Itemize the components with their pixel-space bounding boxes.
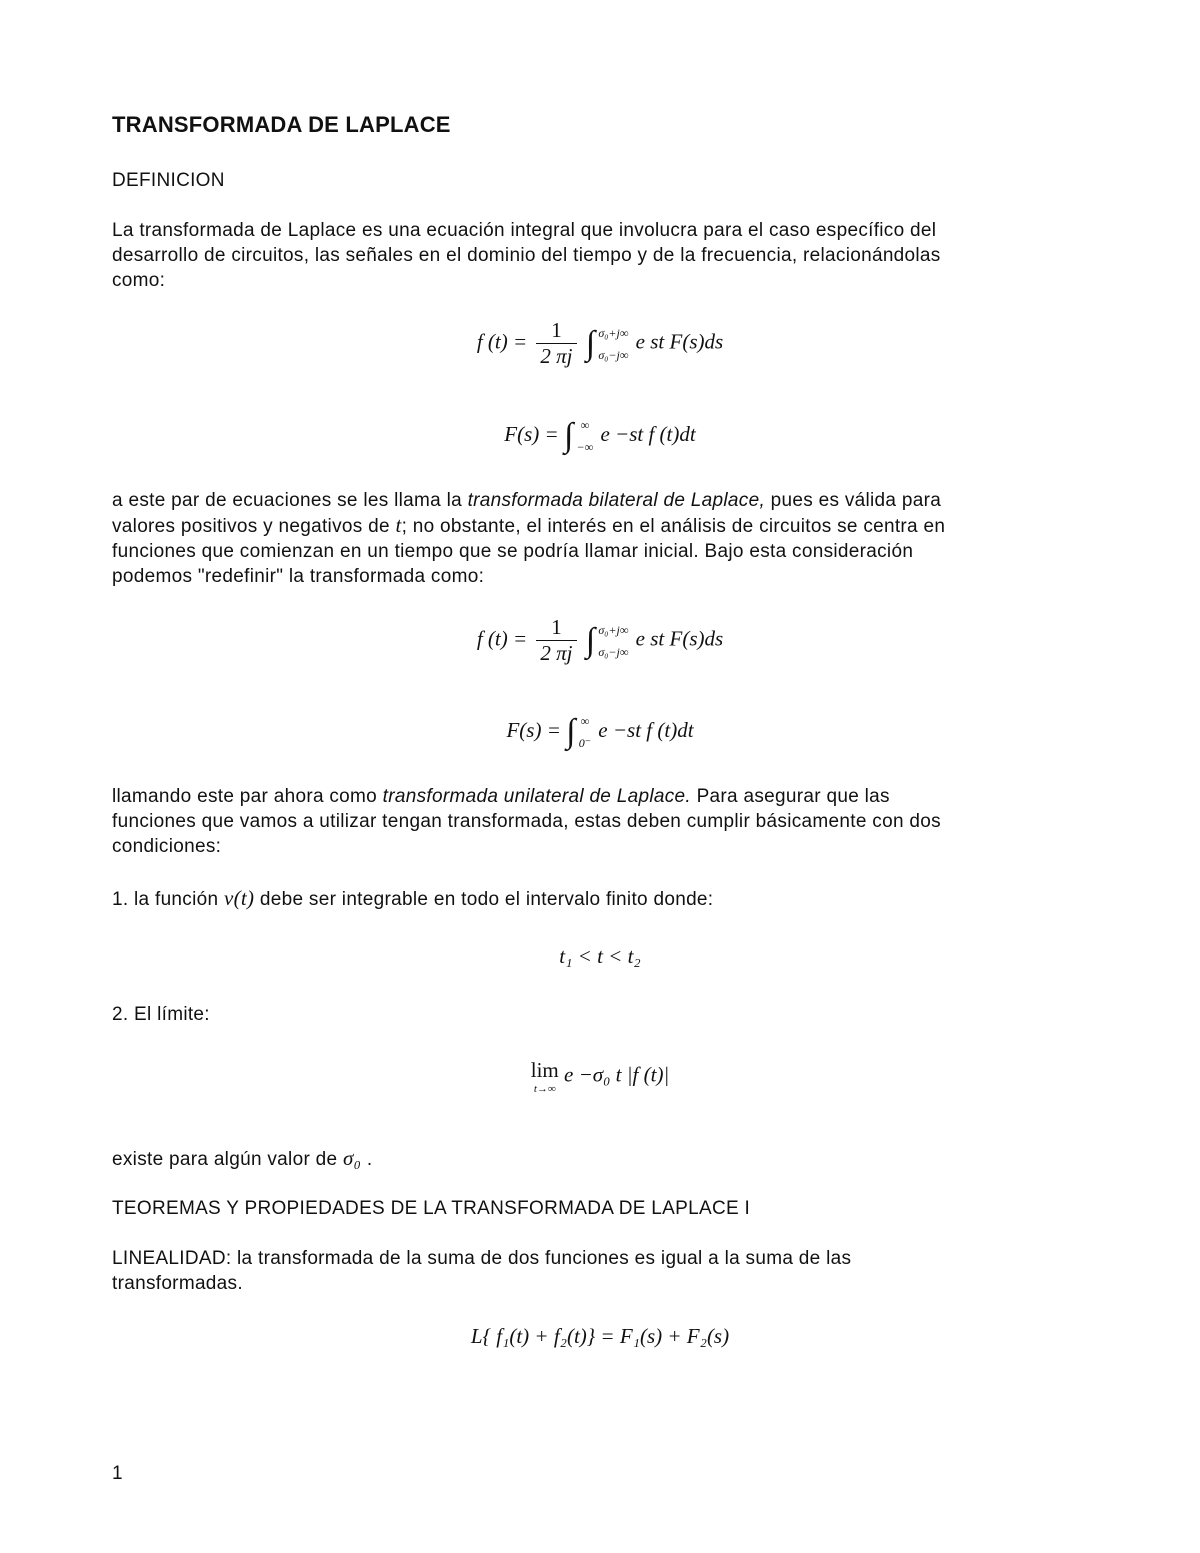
fraction bbox=[536, 318, 576, 369]
equation-limit bbox=[0, 1058, 1200, 1095]
intro-paragraph bbox=[112, 218, 1072, 293]
paragraph-line: LINEALIDAD: la transformada de la suma de dos funciones es igual a la suma de las bbox=[112, 1248, 852, 1269]
integral-upper-limit: ∞ bbox=[580, 418, 590, 432]
section-heading-theorems: TEOREMAS Y PROPIEDADES DE LA TRANSFORMADA DE LAPLACE I bbox=[112, 1198, 751, 1219]
integrand: e −st f (t)dt bbox=[600, 421, 696, 446]
fraction-denominator: 2 πj bbox=[540, 641, 573, 665]
paragraph-line bbox=[112, 488, 1072, 513]
intro-line: La transformada de Laplace es una ecuación integral que involucra para el caso específico del bbox=[112, 220, 937, 241]
limit-word: lim bbox=[530, 1058, 559, 1082]
text-span: ; no obstante, el interés en el análisis de circuitos se centra en bbox=[401, 516, 946, 537]
paragraph-line bbox=[112, 513, 1072, 539]
integral-upper-limit: σ₀+j∞ bbox=[598, 325, 629, 340]
paragraph-line: funciones que comienzan en un tiempo que se podría llamar inicial. Bajo esta consideración bbox=[112, 541, 914, 562]
emphasis-text: transformada bilateral de Laplace, bbox=[467, 490, 766, 511]
text-span: a este par de ecuaciones se les llama la bbox=[112, 490, 468, 511]
integral-limits bbox=[579, 710, 591, 754]
paragraph-line: condiciones: bbox=[112, 836, 222, 857]
paragraph-line: funciones que vamos a utilizar tengan transformada, estas deben cumplir básicamente con dos bbox=[112, 811, 941, 832]
integral-lower-limit: σ₀−j∞ bbox=[598, 644, 629, 659]
integral-limits bbox=[598, 322, 628, 366]
integral-lower-limit: 0⁻ bbox=[578, 736, 592, 750]
integrand: e st F(s)ds bbox=[635, 626, 724, 651]
text-span: Para asegurar que las bbox=[691, 786, 890, 807]
text-span: debe ser integrable en todo el intervalo finito donde: bbox=[254, 889, 714, 910]
exists-sentence bbox=[112, 1146, 1072, 1172]
equation-lhs: F(s) = bbox=[504, 421, 559, 446]
math-variable: σ₀ bbox=[342, 1146, 362, 1170]
integral-upper-limit: σ₀+j∞ bbox=[598, 622, 629, 637]
integrand: e st F(s)ds bbox=[635, 329, 724, 354]
paragraph-line: podemos "redefinir" la transformada como: bbox=[112, 566, 485, 587]
equation-inverse-transform bbox=[0, 318, 1200, 369]
paragraph-line bbox=[112, 784, 1072, 809]
integrand: e −st f (t)dt bbox=[598, 717, 694, 742]
equation-lhs: F(s) = bbox=[506, 717, 561, 742]
section-heading-definicion: DEFINICION bbox=[112, 170, 225, 191]
integral-lower-limit: −∞ bbox=[576, 440, 594, 454]
equation-lhs: f (t) = bbox=[476, 626, 528, 651]
text-span: valores positivos y negativos de bbox=[112, 516, 396, 537]
intro-line: desarrollo de circuitos, las señales en el dominio del tiempo y de la frecuencia, relacionándolas bbox=[112, 245, 941, 266]
intro-line: como: bbox=[112, 270, 166, 291]
fraction-numerator: 1 bbox=[536, 318, 576, 344]
condition-1 bbox=[112, 886, 1072, 912]
equation-lhs: f (t) = bbox=[476, 329, 528, 354]
equation-linearity: L{ f₁(t) + f₂(t)} = F₁(s) + F₂(s) bbox=[470, 1324, 730, 1348]
integral-upper-limit: ∞ bbox=[580, 714, 590, 728]
integral-limits bbox=[598, 619, 628, 663]
text-span: llamando este par ahora como bbox=[112, 786, 383, 807]
equation-interval: t₁ < t < t₂ bbox=[559, 944, 641, 968]
limit-operator bbox=[531, 1058, 559, 1095]
integral-sign: ∫ bbox=[585, 324, 596, 362]
fraction-numerator: 1 bbox=[536, 615, 576, 641]
integral-limits bbox=[577, 414, 594, 458]
text-span: existe para algún valor de bbox=[112, 1149, 343, 1170]
fraction bbox=[536, 615, 576, 666]
limit-expression: e −σ₀ t |f (t)| bbox=[564, 1062, 670, 1087]
equation-unilateral bbox=[0, 710, 1200, 754]
emphasis-text: transformada unilateral de Laplace. bbox=[382, 786, 691, 807]
unilateral-paragraph bbox=[112, 784, 1072, 859]
equation-inverse-transform-2 bbox=[0, 615, 1200, 666]
paragraph-line: transformadas. bbox=[112, 1273, 243, 1294]
text-span: pues es válida para bbox=[765, 490, 942, 511]
limit-subscript: t→∞ bbox=[533, 1083, 556, 1095]
page-title: TRANSFORMADA DE LAPLACE bbox=[112, 112, 451, 137]
page-number: 1 bbox=[112, 1463, 123, 1484]
bilateral-paragraph bbox=[112, 488, 1072, 589]
integral-sign: ∫ bbox=[585, 621, 596, 659]
math-variable: t bbox=[395, 513, 402, 537]
fraction-denominator: 2 πj bbox=[540, 344, 573, 368]
text-span: 1. la función bbox=[112, 889, 224, 910]
integral-sign: ∫ bbox=[566, 713, 576, 750]
equation-bilateral bbox=[0, 414, 1200, 458]
integral-lower-limit: σ₀−j∞ bbox=[598, 347, 629, 362]
integral-sign: ∫ bbox=[563, 417, 574, 454]
math-variable: v(t) bbox=[223, 886, 255, 910]
condition-2: 2. El límite: bbox=[112, 1004, 210, 1025]
linealidad-paragraph bbox=[112, 1246, 1072, 1296]
text-span: . bbox=[361, 1149, 373, 1170]
